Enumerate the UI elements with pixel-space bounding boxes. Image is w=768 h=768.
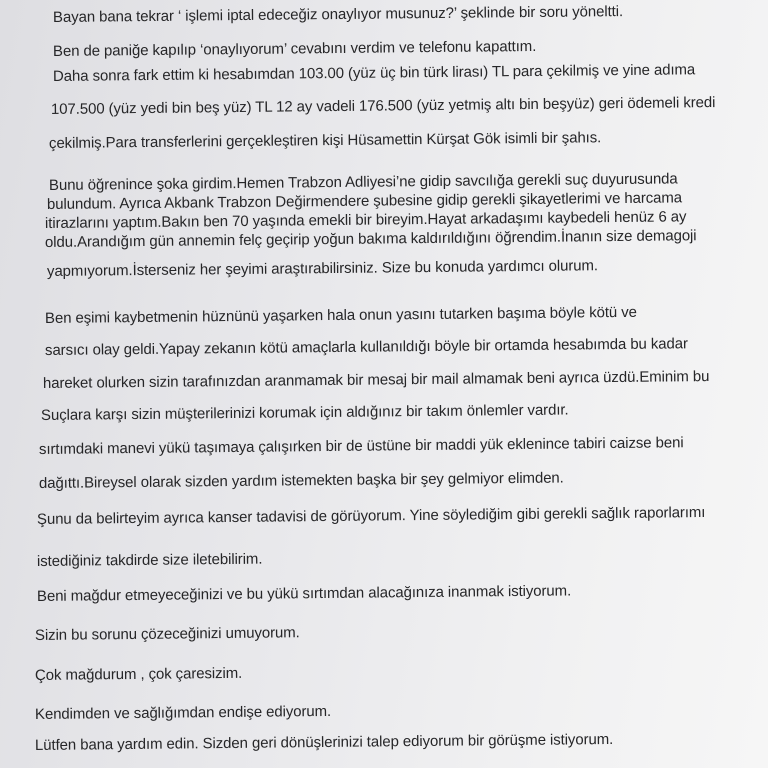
letter-line: Bayan bana tekrar ‘ işlemi iptal edeceğiz onaylıyor musunuz?’ şeklinde bir soru yöneltti. — [52, 3, 624, 26]
letter-line: Beni mağdur etmeyeceğinizi ve bu yükü sırtımdan alacağınıza inanmak istiyorum. — [36, 582, 572, 605]
letter-line: Ben de paniğe kapılıp ‘onaylıyorum’ cevabını verdim ve telefonu kapattım. — [52, 37, 537, 60]
letter-line: sarsıcı olay geldi.Yapay zekanın kötü amaçlarla kullanıldığı böyle bir ortamda hesabımda bu kadar — [44, 335, 688, 359]
letter-line: hareket olurken sizin tarafınızdan aranmamak bir mesaj bir mail almamak beni ayrıca üzdü.Eminim bu — [42, 368, 710, 392]
letter-line: 107.500 (yüz yedi bin beş yüz) TL 12 ay vadeli 176.500 (yüz yetmiş altı bin beşyüz) geri ödemeli kredi — [50, 94, 716, 118]
letter-line: Lütfen bana yardım edin. Sizden geri dönüşlerinizi talep ediyorum bir görüşme istiyorum. — [34, 730, 614, 754]
letter-line: yapmıyorum.İsterseniz her şeyimi araştırabilirsiniz. Size bu konuda yardımcı olurum. — [46, 257, 599, 280]
letter-line: bulundum. Ayrıca Akbank Trabzon Değirmendere şubesine gidip gerekli şikayetlerimi ve harcama — [46, 189, 683, 213]
letter-line: oldu.Arandığım gün annemin felç geçirip yoğun bakıma kaldırıldığını öğrendim.İnanın size demagoji — [44, 227, 697, 251]
letter-line: Daha sonra fark ettim ki hesabımdan 103.00 (yüz üç bin türk lirası) TL para çekilmiş ve yine adıma — [52, 61, 696, 85]
letter-line: Ben eşimi kaybetmenin hüznünü yaşarken hala onun yasını tutarken başıma böyle kötü ve — [44, 303, 637, 327]
letter-line: dağıttı.Bireysel olarak sizden yardım istemekten başka bir şey gelmiyor elimden. — [38, 469, 564, 492]
letter-line: Kendimden ve sağlığımdan endişe ediyorum. — [34, 702, 332, 723]
letter-line: Suçlara karşı sizin müşterilerinizi korumak için aldığınız bir takım önlemler vardır. — [40, 401, 569, 424]
letter-line: sırtımdaki manevi yükü taşımaya çalışırken bir de üstüne bir maddi yük eklenince tabiri caizse beni — [38, 434, 684, 458]
letter-line: Şunu da belirteyim ayrıca kanser tadavisi de görüyorum. Yine söylediğim gibi gerekli sağlık raporlarımı — [36, 504, 706, 528]
letter-line: itirazlarını yaptım.Bakın ben 70 yaşında emekli bir bireyim.Hayat arkadaşımı kaybedeli henüz 6 ay — [44, 208, 687, 232]
letter-line: Bunu öğrenince şoka girdim.Hemen Trabzon Adliyesi’ne gidip savcılığa gerekli suç duyurusunda — [48, 170, 678, 194]
letter-line: çekilmiş.Para transferlerini gerçekleştiren kişi Hüsamettin Kürşat Gök isimli bir şahıs. — [48, 129, 602, 152]
letter-line: Çok mağdurum , çok çaresizim. — [34, 664, 243, 684]
letter-line: istediğiniz takdirde size iletebilirim. — [36, 550, 263, 570]
letter-line: Sizin bu sorunu çözeceğinizi umuyorum. — [34, 624, 300, 644]
